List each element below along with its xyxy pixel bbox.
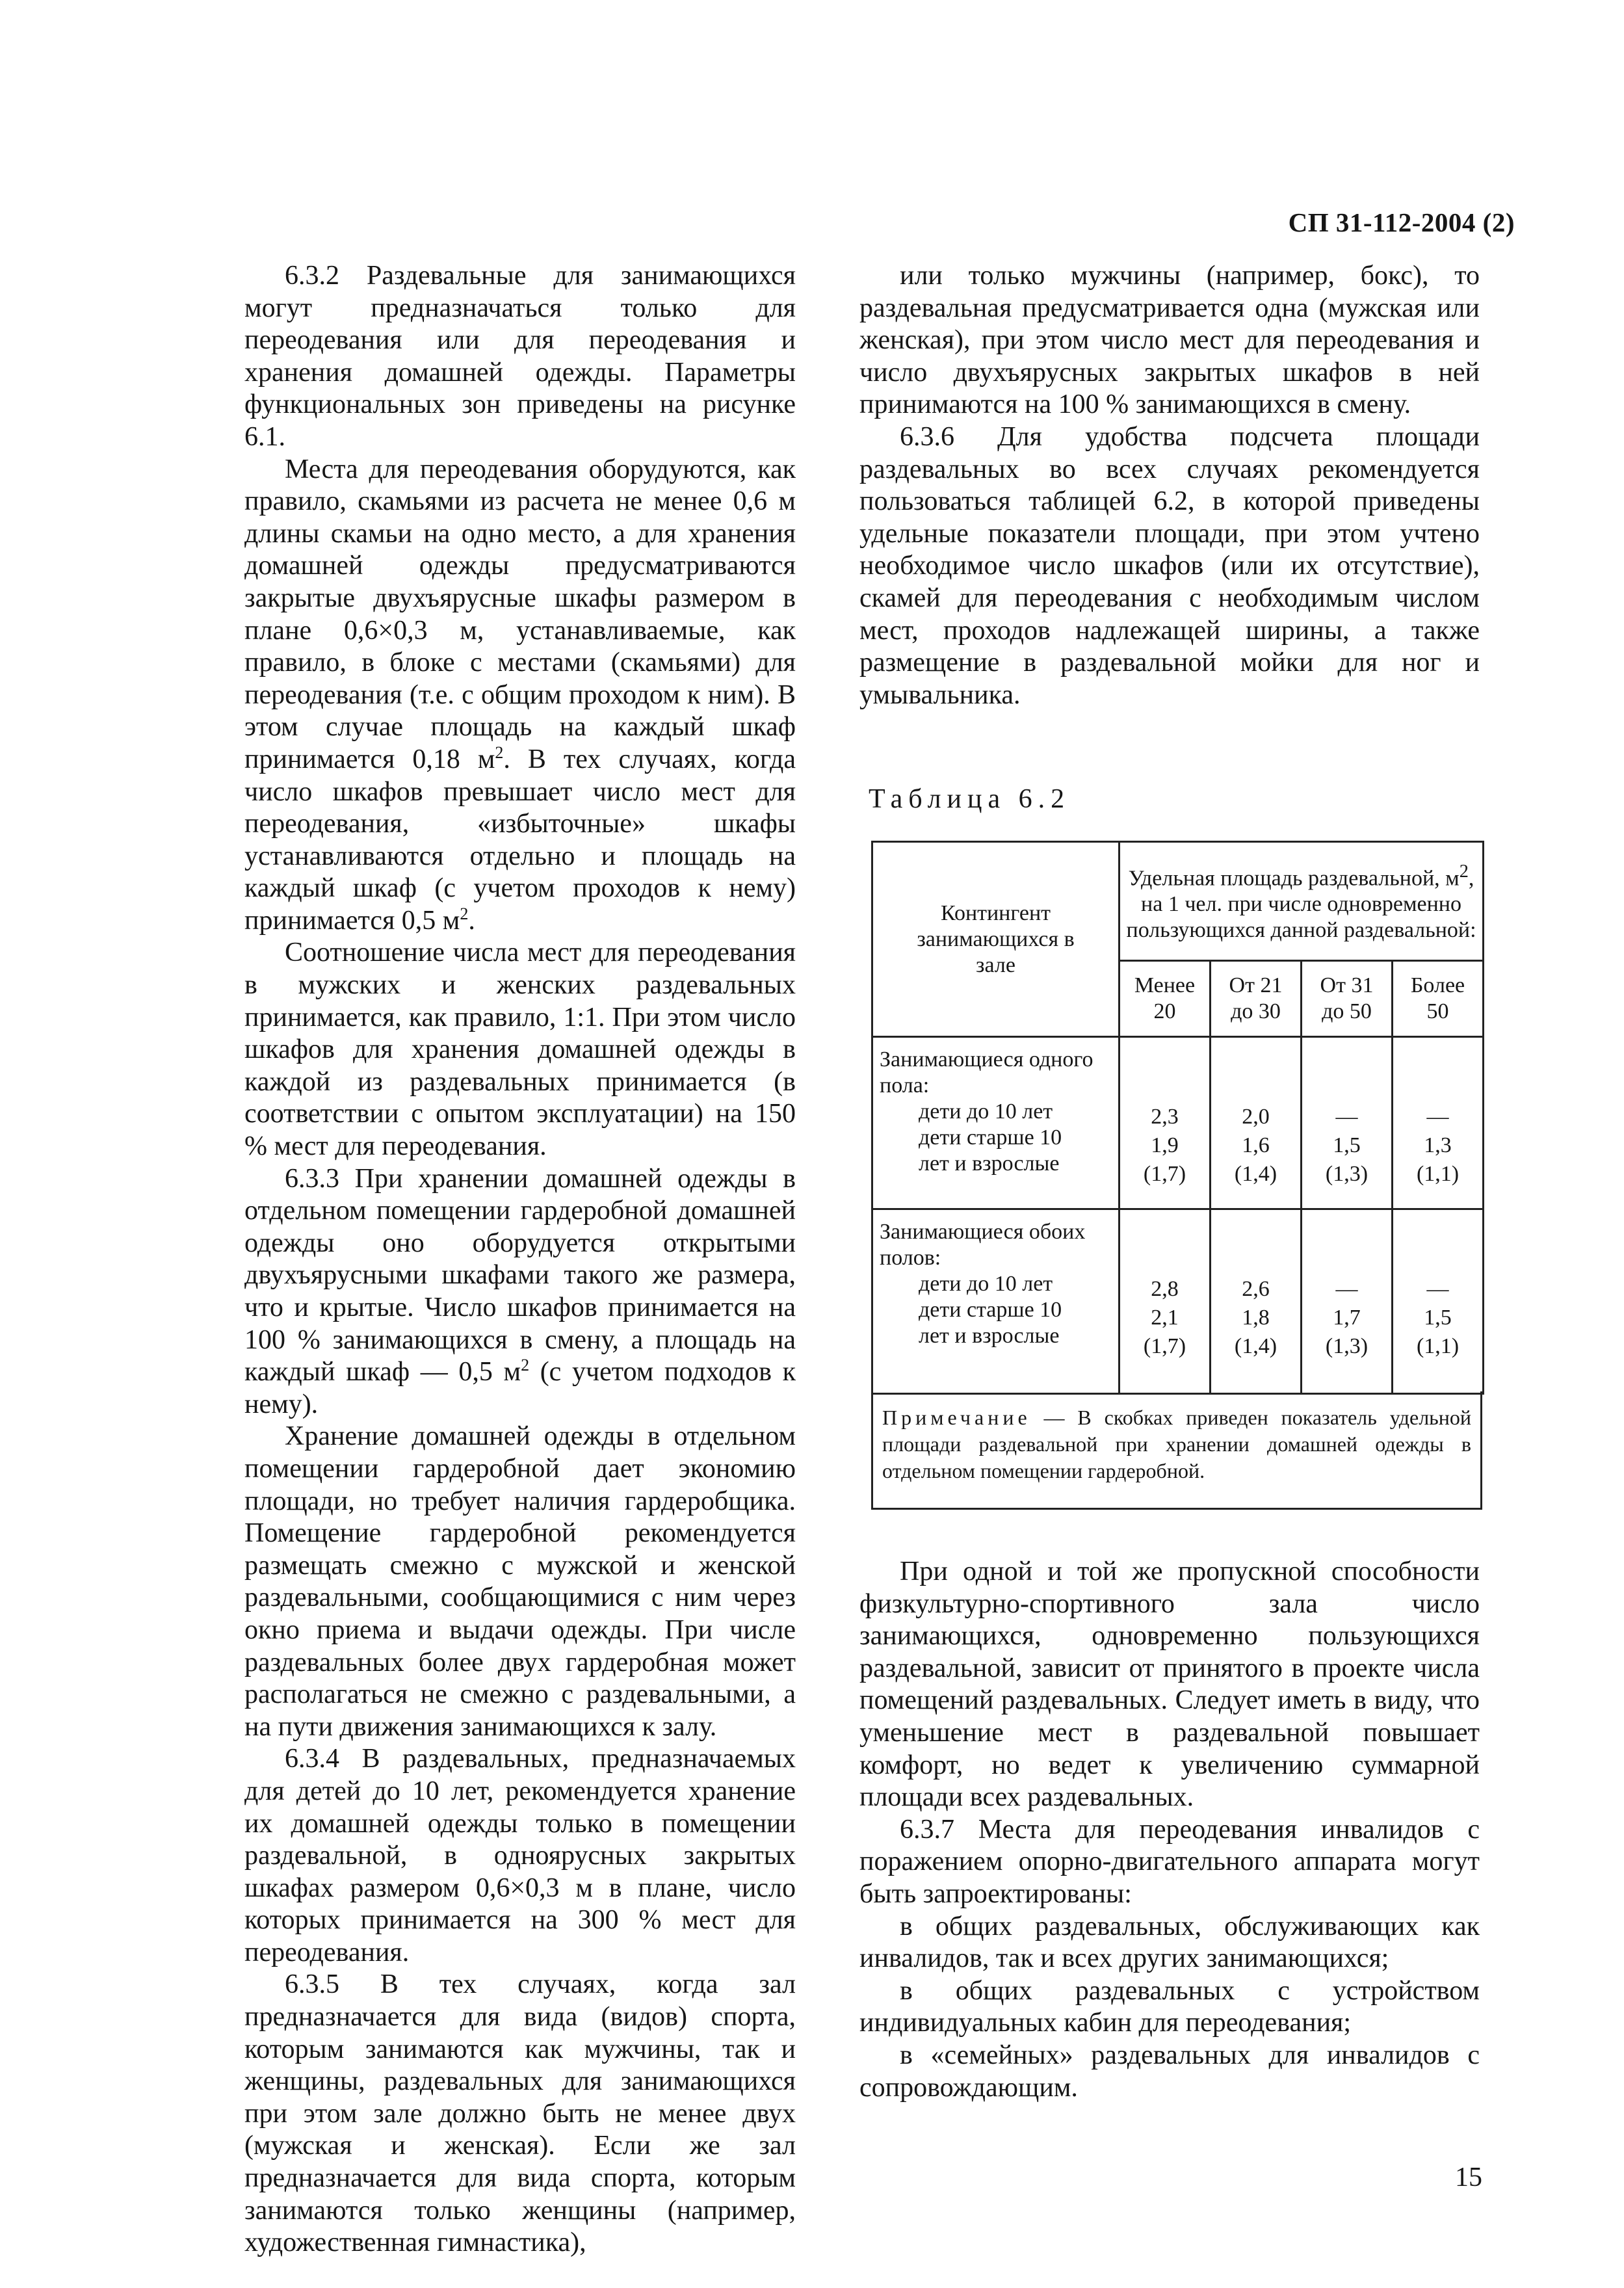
value-cell (1302, 1209, 1393, 1394)
cell-value: 1,5 (1424, 1306, 1452, 1330)
row-label: дети старше 10 (919, 1125, 1062, 1150)
row-label: дети до 10 лет (919, 1272, 1053, 1296)
cell-value: (1,1) (1416, 1334, 1460, 1358)
column-header: От 31 до 50 (1302, 961, 1393, 1037)
cell-value: 1,3 (1424, 1133, 1452, 1157)
cell-value: — (1426, 1277, 1449, 1301)
table-note (871, 1391, 1482, 1510)
paragraph: Соотношение числа мест для переодевания в мужских и женских раздевальных принимается, как правило, 1:1. При этом число шкафов для хранения домашней одежды в каждой из раздевальных принимается (в соответствии с опытом эксплуатации) на 150 % мест для переодевания. (244, 938, 796, 1162)
group-title: Занимающиеся одного пола: (880, 1047, 1094, 1098)
note-label: Примечание (882, 1406, 1031, 1429)
row-group-label (872, 1209, 1120, 1394)
value-cell (1211, 1209, 1302, 1394)
value-cell (1120, 1209, 1211, 1394)
group-title: Занимающиеся обоих полов: (880, 1220, 1086, 1270)
paragraph: Хранение домашней одежды в отдельном помещении гардеробной дает экономию площади, но требует наличия гардеробщика. Помещение гардеробной рекомендуется размещать смежно с мужской и женской раздевальными, сообщающимися с ним через окно приема и выдачи одежды. При числе раздевальных более двух гардеробная может располагаться не смежно с раздевальными, а на пути движения занимающихся к залу. (244, 1421, 796, 1742)
cell-value: (1,7) (1143, 1334, 1186, 1358)
cell-value: 2,6 (1242, 1277, 1270, 1301)
value-cell (1393, 1037, 1484, 1209)
paragraph: Места для переодевания оборудуются, как правило, скамьями из расчета не менее 0,6 м длины скамьи на одно место, а для хранения домашней одежды предусматриваются закрытые двухъярусные шкафы размером в плане 0,6×0,3 м, устанавливаемые, как правило, в блоке с местами (скамьями) для переодевания (т.е. с общим проходом к ним). В этом случае площадь на каждый шкаф принимается 0,18 $м^2$. В тех случаях, когда число шкафов превышает число мест для переодевания, «избыточные» шкафы устанавливаются отдельно и площадь на каждый шкаф (с учетом проходов к нему) принимается 0,5 $м^2$. (244, 454, 796, 936)
right-column (859, 260, 1480, 711)
left-column (244, 260, 796, 2259)
cell-value: 1,7 (1333, 1306, 1361, 1330)
row-label: дети старше 10 (919, 1298, 1062, 1322)
cell-value: (1,3) (1325, 1162, 1369, 1186)
paragraph: в общих раздевальных, обслуживающих как инвалидов, так и всех других занимающихся; (859, 1911, 1480, 1974)
area-table (871, 841, 1484, 1395)
paragraph: 6.3.6 Для удобства подсчета площади раздевальных во всех случаях рекомендуется пользоваться таблицей 6.2, в которой приведены удельные показатели площади, при этом учтено необходимое число шкафов (или их отсутствие), скамей для переодевания с необходимым числом мест, проходов надлежащей ширины, а также размещение в раздевальной мойки для ног и умывальника. (859, 421, 1480, 710)
right-column-continued (859, 1556, 1480, 2104)
cell-value: (1,1) (1416, 1162, 1460, 1186)
paragraph: в «семейных» раздевальных для инвалидов с сопровождающим. (859, 2040, 1480, 2103)
cell-value: 1,5 (1333, 1133, 1361, 1157)
page-number: 15 (1455, 2163, 1482, 2192)
column-header: Менее 20 (1120, 961, 1211, 1037)
header-contingent: Контингент занимающихся в зале (872, 842, 1120, 1037)
cell-value: (1,7) (1143, 1162, 1186, 1186)
table-row (872, 1209, 1484, 1394)
table-row (872, 1037, 1484, 1209)
cell-value: 2,0 (1242, 1105, 1270, 1129)
row-group-label (872, 1037, 1120, 1209)
value-cell (1393, 1209, 1484, 1394)
cell-value: 1,6 (1242, 1133, 1270, 1157)
cell-value: 1,9 (1151, 1133, 1179, 1157)
paragraph: 6.3.4 В раздевальных, предназначаемых для детей до 10 лет, рекомендуется хранение их домашней одежды только в помещении раздевальной, в одноярусных закрытых шкафах размером 0,6×0,3 м в плане, число которых принимается на 300 % мест для переодевания. (244, 1744, 796, 1967)
cell-value: (1,3) (1325, 1334, 1369, 1358)
paragraph: 6.3.5 В тех случаях, когда зал предназначается для вида (видов) спорта, которым занимаются как мужчины, так и женщины, раздевальных для занимающихся при этом зале должно быть не менее двух (мужская и женская). Если же зал предназначается для вида спорта, которым занимаются только женщины (например, художественная гимнастика), (244, 1969, 796, 2258)
cell-value: 2,8 (1151, 1277, 1179, 1301)
note-text: — В скобках приведен показатель удельной площади раздевальной при хранении домашней одежды в отдельном помещении гардеробной. (882, 1406, 1471, 1482)
value-cell (1211, 1037, 1302, 1209)
cell-value: 2,3 (1151, 1105, 1179, 1129)
paragraph: 6.3.7 Места для переодевания инвалидов с поражением опорно-двигательного аппарата могут быть запроектированы: (859, 1814, 1480, 1909)
cell-value: (1,4) (1234, 1334, 1277, 1358)
row-label: лет и взрослые (919, 1151, 1060, 1176)
column-header: Более 50 (1393, 961, 1484, 1037)
paragraph: 6.3.3 При хранении домашней одежды в отдельном помещении гардеробной домашней одежды оно оборудуется открытыми двухъярусными шкафами такого же размера, что и крытые. Число шкафов принимается на 100 % занимающихся в смену, а площадь на каждый шкаф — 0,5 $м^2$ (с учетом подходов к нему). (244, 1163, 796, 1419)
cell-value: — (1426, 1105, 1449, 1129)
value-cell (1120, 1037, 1211, 1209)
cell-value: — (1335, 1277, 1358, 1301)
row-label: лет и взрослые (919, 1324, 1060, 1348)
header-specific-area: Удельная площадь раздевальной, $м^2$, на 1 чел. при числе одновременно пользующихся данной раздевальной: (1120, 842, 1484, 961)
paragraph: в общих раздевальных с устройством индивидуальных кабин для переодевания; (859, 1975, 1480, 2038)
document-code: СП 31-112-2004 (2) (1288, 207, 1515, 237)
value-cell (1302, 1037, 1393, 1209)
row-label: дети до 10 лет (919, 1099, 1053, 1124)
cell-value: (1,4) (1234, 1162, 1277, 1186)
table-caption: Таблица 6.2 (869, 784, 1071, 814)
paragraph: или только мужчины (например, бокс), то раздевальная предусматривается одна (мужская или женская), при этом число мест для переодевания и число двухъярусных закрытых шкафов в ней принимаются на 100 % занимающихся в смену. (859, 261, 1480, 420)
column-header: От 21 до 30 (1211, 961, 1302, 1037)
cell-value: 2,1 (1151, 1306, 1179, 1330)
cell-value: — (1335, 1105, 1358, 1129)
paragraph: При одной и той же пропускной способности физкультурно-спортивного зала число занимающихся, одновременно пользующихся раздевальной, зависит от принятого в проекте числа помещений раздевальных. Следует иметь в виду, что уменьшение мест в раздевальной повышает комфорт, но ведет к увеличению суммарной площади всех раздевальных. (859, 1557, 1480, 1813)
paragraph: 6.3.2 Раздевальные для занимающихся могут предназначаться только для переодевания или для переодевания и хранения домашней одежды. Параметры функциональных зон приведены на рисунке 6.1. (244, 261, 796, 452)
cell-value: 1,8 (1242, 1306, 1270, 1330)
